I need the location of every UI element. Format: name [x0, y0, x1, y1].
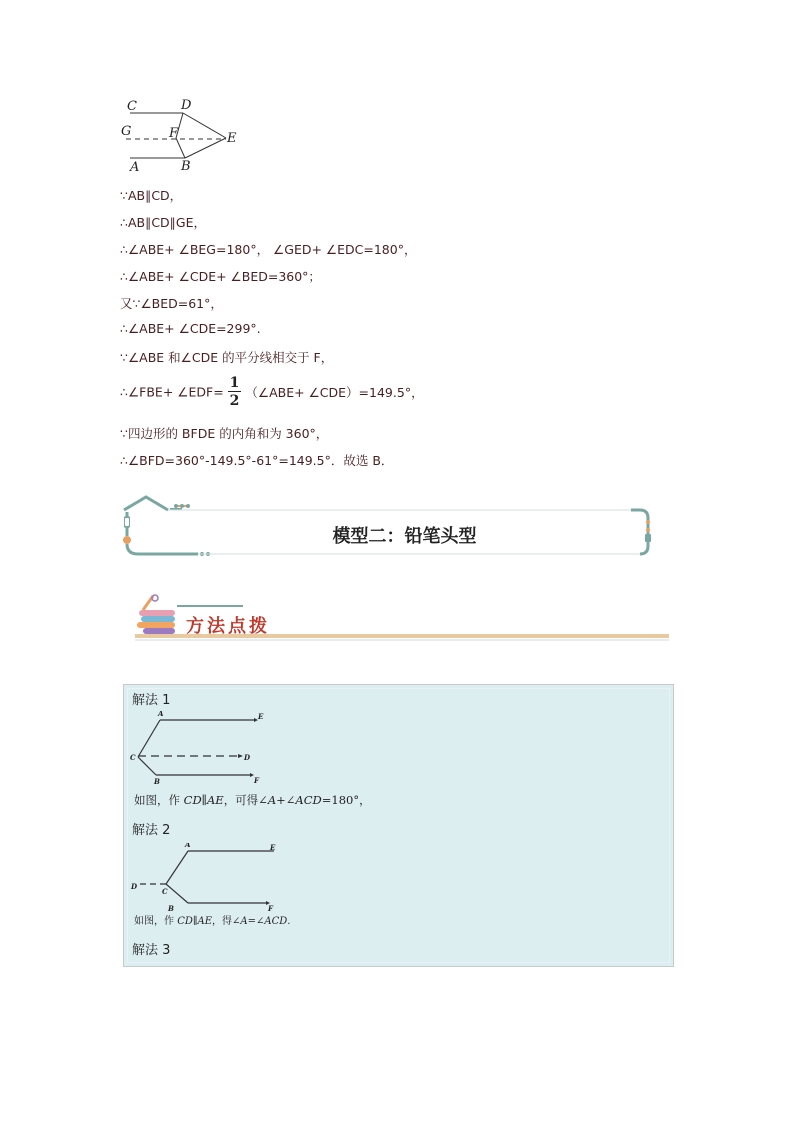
m1-label-f: F: [254, 776, 259, 785]
label-f: F: [169, 126, 179, 141]
proof-line-2: ∴AB∥CD∥GE，: [120, 215, 207, 230]
m2-caption-f: ACD: [264, 916, 288, 927]
m2-label-c: C: [162, 887, 168, 896]
m2-caption-g: .: [287, 916, 291, 927]
m1-caption-g: =180°，: [321, 793, 371, 807]
m1-caption-d: A: [267, 793, 277, 807]
proof-line-5: 又∵∠BED=61°，: [120, 296, 223, 311]
m1-caption-a: 如图，作: [134, 793, 184, 807]
method-2-caption: [134, 912, 290, 927]
m1-label-d: D: [244, 753, 251, 762]
proof-line-1: ∵AB∥CD，: [120, 188, 183, 203]
m1-caption-c: ，可得∠: [223, 793, 268, 807]
m2-label-e: E: [270, 843, 276, 852]
fraction-numerator: 1: [229, 375, 240, 391]
label-g: G: [121, 124, 132, 139]
proof-line-8-prefix: ∴∠FBE+ ∠EDF=: [120, 384, 224, 400]
fraction-denominator: 2: [229, 393, 240, 409]
proof-line-6: ∴∠ABE+ ∠CDE=299°.: [120, 321, 261, 336]
method-2-title: 解法 2: [132, 823, 171, 838]
label-c: C: [127, 99, 137, 114]
method-3-title: 解法 3: [132, 943, 171, 958]
proof-line-7: ∵∠ABE 和∠CDE 的平分线相交于 F，: [120, 350, 334, 365]
method-2-figure: [128, 843, 278, 915]
proof-line-10: ∴∠BFD=360°-149.5°-61°=149.5°．故选 B．: [120, 453, 394, 468]
method-box: [123, 684, 674, 967]
proof-line-3: ∴∠ABE+ ∠BEG=180°， ∠GED+ ∠EDC=180°，: [120, 242, 417, 257]
m2-caption-a: 如图，作: [134, 916, 178, 927]
method-1-title: 解法 1: [132, 693, 171, 708]
m1-label-a: A: [158, 711, 164, 718]
m2-label-f: F: [268, 904, 273, 913]
label-a: A: [130, 160, 140, 175]
m1-label-b: B: [154, 777, 160, 785]
method-1-figure: [128, 711, 268, 785]
fraction-one-half: [228, 376, 242, 408]
section-title: 模型二：铅笔头型: [332, 526, 477, 547]
label-d: D: [181, 98, 192, 113]
method-1-caption: [134, 792, 371, 808]
proof-line-8: [120, 376, 424, 408]
method-banner-title: 方法点拨: [186, 616, 270, 637]
m2-label-a: A: [185, 843, 191, 849]
m2-label-b: B: [168, 904, 174, 913]
m1-caption-b: CD∥AE: [183, 793, 224, 807]
m1-label-c: C: [130, 753, 136, 762]
m1-caption-f: ACD: [295, 793, 322, 807]
m1-label-e: E: [258, 712, 264, 721]
m2-caption-d: A: [240, 916, 248, 927]
m2-caption-b: CD∥AE: [177, 916, 212, 927]
label-e: E: [227, 131, 237, 146]
m2-label-d: D: [131, 882, 138, 891]
proof-line-9: ∵四边形的 BFDE 的内角和为 360°，: [120, 426, 329, 441]
proof-line-8-suffix: （∠ABE+ ∠CDE）=149.5°，: [245, 385, 424, 400]
proof-line-4: ∴∠ABE+ ∠CDE+ ∠BED=360°；: [120, 269, 321, 284]
m2-caption-e: =∠: [247, 916, 265, 927]
label-b: B: [181, 159, 191, 174]
m2-caption-c: ，得∠: [212, 916, 241, 927]
m1-caption-e: +∠: [276, 793, 296, 807]
